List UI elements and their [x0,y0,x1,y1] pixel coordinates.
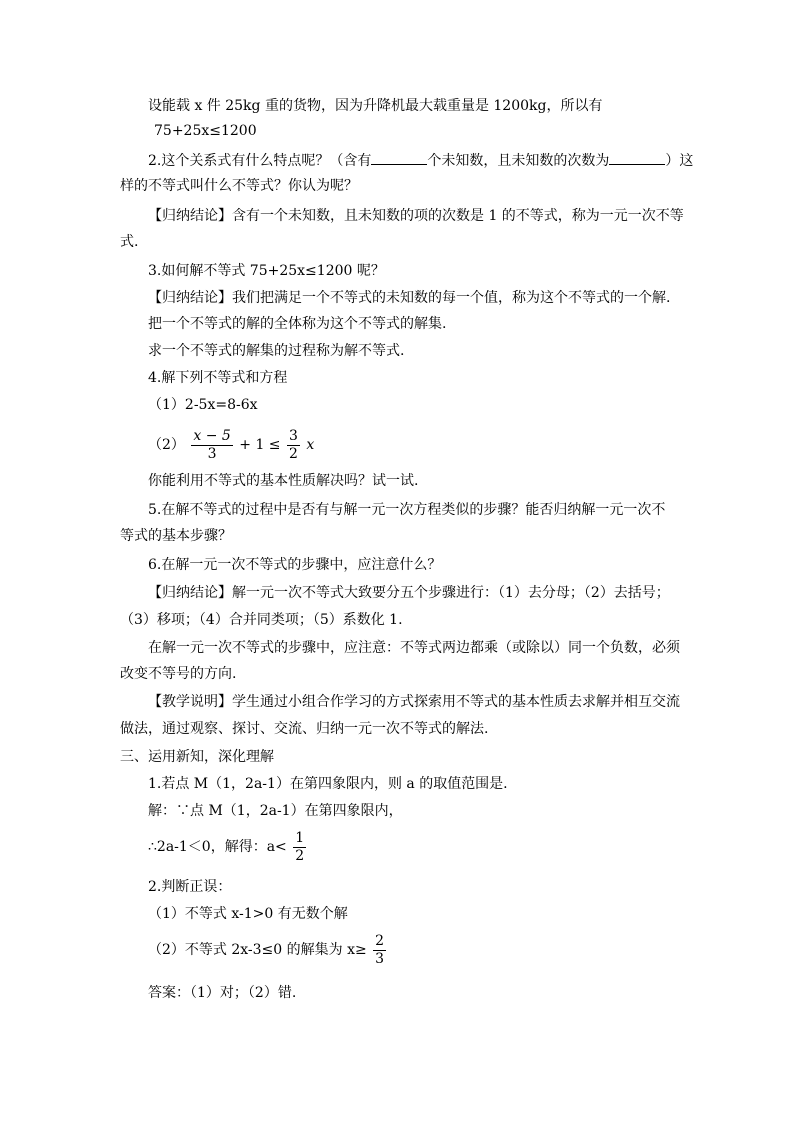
text-line: 设能载 x 件 25kg 重的货物，因为升降机最大载重量是 1200kg，所以有 [148,98,603,114]
text-line: 样的不等式叫什么不等式？你认为呢？ [120,178,358,194]
question-2-part-c: ）这 [665,153,694,169]
fraction-numerator: 3 [289,427,298,444]
text-line: 求一个不等式的解集的过程称为解不等式. [148,343,405,359]
answer-line: 答案：（1）对；（2）错. [148,985,297,1001]
question-2-part-a: 2.这个关系式有什么特点呢？（含有 [148,153,372,169]
question-2-part-b: 个未知数，且未知数的次数为 [427,153,610,169]
exercise-1: 1.若点 M（1，2a-1）在第四象限内，则 a 的取值范围是. [148,776,508,792]
fraction-numerator: x − 5 [193,427,231,444]
fraction-denominator: 2 [295,847,305,864]
fraction-1-over-2 [293,830,306,865]
fraction-denominator: 3 [375,950,385,967]
question-6: 6.在解一元一次不等式的步骤中，应注意什么？ [148,557,442,573]
exercise-2: 2.判断正误： [148,879,232,895]
conclusion-1: 【归纳结论】含有一个未知数，且未知数的项的次数是 1 的不等式，称为一元一次不等 [148,208,684,224]
fraction-denominator: 2 [289,445,298,462]
text-line: 把一个不等式的解的全体称为这个不等式的解集. [148,316,447,332]
question-4: 4.解下列不等式和方程 [148,370,288,386]
blank-unknown-count[interactable] [371,150,427,165]
fraction-x-minus-5-over-3 [191,428,232,463]
solution-text: ∴2a-1＜0，解得：a< [148,839,287,855]
statement-text: （2）不等式 2x-3≤0 的解集为 x≥ [148,942,367,958]
question-2 [148,150,693,171]
item-number: （2） [148,437,185,453]
question-3: 3.如何解不等式 75+25x≤1200 呢？ [148,263,385,279]
math-operator: + 1 ≤ [239,437,281,453]
math-variable: x [306,437,315,453]
fraction-numerator: 2 [375,932,385,949]
text-line: （3）移项；（4）合并同类项；（5）系数化 1. [120,612,403,628]
statement-2 [148,930,388,970]
section-heading: 三、运用新知，深化理解 [120,749,274,765]
fraction-denominator: 3 [207,445,217,462]
fraction-2-over-3 [373,933,386,968]
conclusion-2: 【归纳结论】我们把满足一个不等式的未知数的每一个值，称为这个不等式的一个解. [148,290,671,306]
question-5: 5.在解不等式的过程中是否有与解一元一次方程类似的步骤？能否归纳解一元一次不 [148,502,666,518]
text-line: 解：∵点 M（1，2a-1）在第四象限内， [148,803,403,819]
text-line: 做法，通过观察、探讨、交流、归纳一元一次不等式的解法. [120,721,489,737]
inequality-2 [148,425,314,465]
equation-1: （1）2-5x=8-6x [148,397,258,413]
conclusion-3: 【归纳结论】解一元一次不等式大致要分五个步骤进行：（1）去分母；（2）去括号； [148,585,670,601]
teaching-note: 【教学说明】学生通过小组合作学习的方式探索用不等式的基本性质去求解并相互交流 [148,694,680,710]
fraction-3-over-2 [287,428,300,463]
blank-unknown-degree[interactable] [609,150,665,165]
text-line: 式. [120,234,139,250]
statement-1: （1）不等式 x-1>0 有无数个解 [148,906,348,922]
text-line: 你能利用不等式的基本性质解决吗？试一试. [148,473,419,489]
text-line: 改变不等号的方向. [120,666,237,682]
text-line: 等式的基本步骤？ [120,528,232,544]
text-line: 在解一元一次不等式的步骤中，应注意：不等式两边都乘（或除以）同一个负数，必须 [148,640,680,656]
solution-line [148,827,308,867]
inequality-75-25x: 75+25x≤1200 [154,123,257,139]
fraction-numerator: 1 [295,829,305,846]
